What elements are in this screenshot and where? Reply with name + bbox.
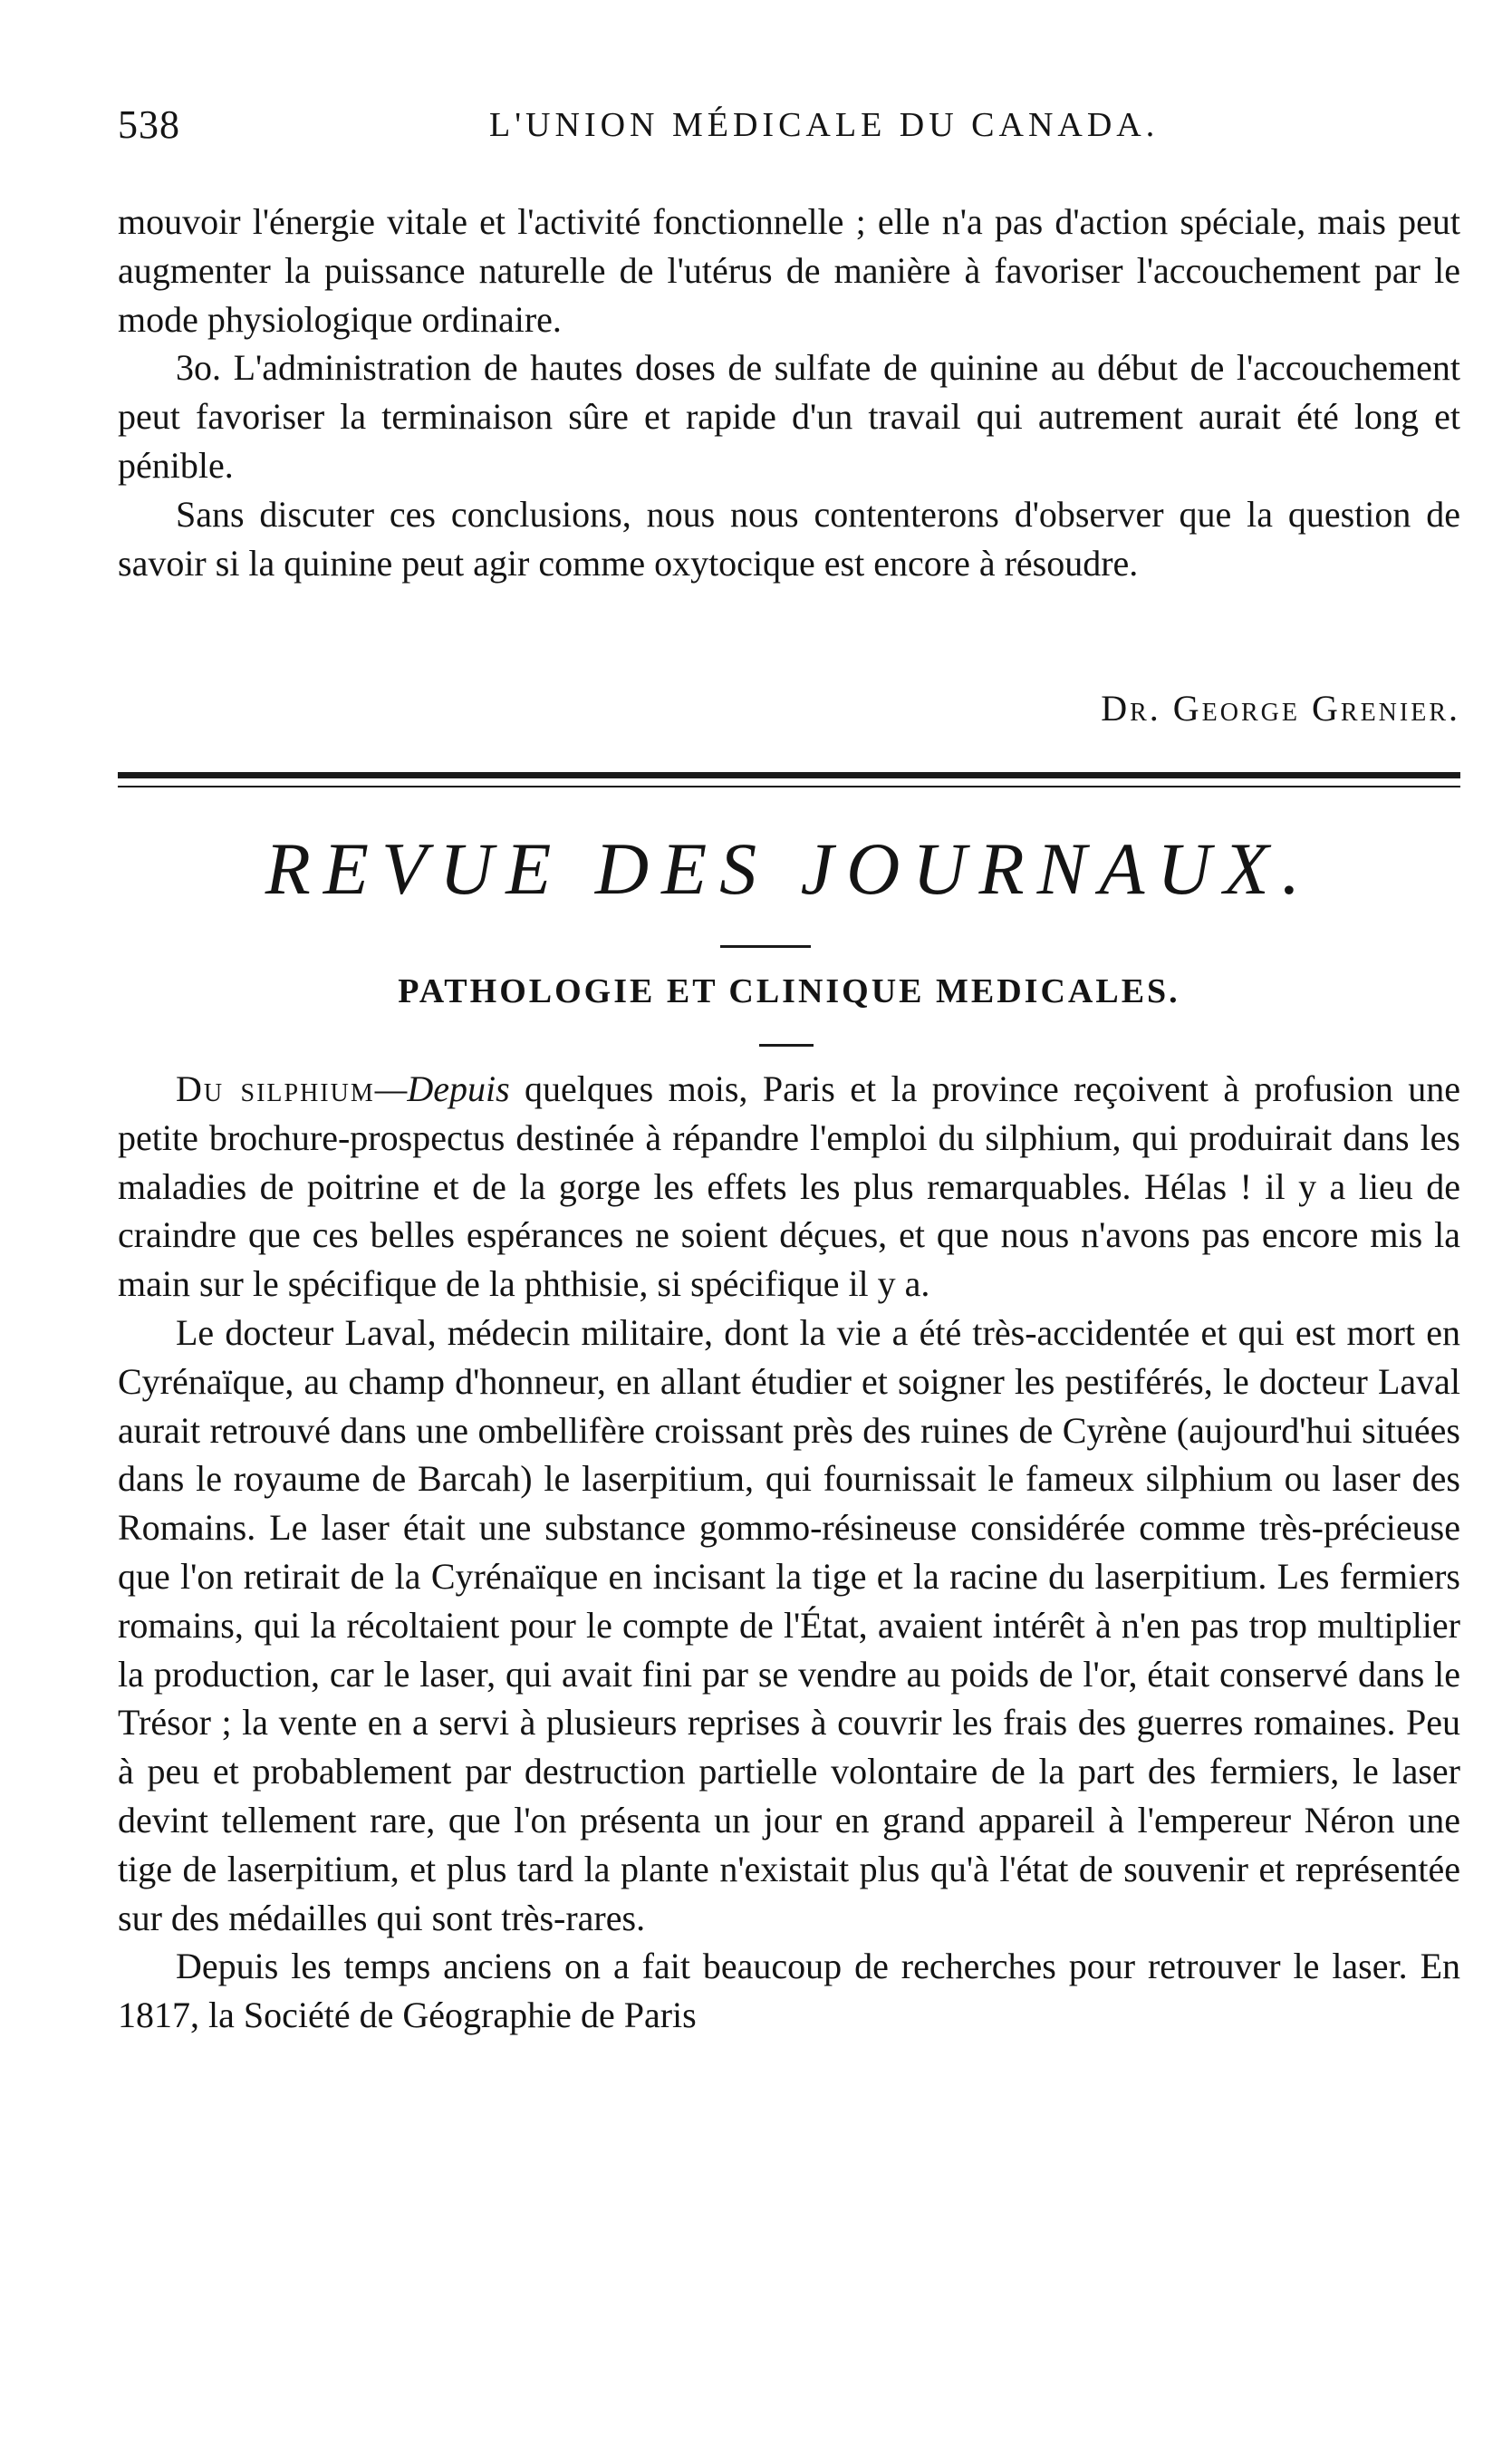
subsection-rule	[759, 1044, 814, 1047]
subsection-title: PATHOLOGIE ET CLINIQUE MEDICALES.	[398, 972, 1180, 1010]
author-signature: Dr. George Grenier.	[1101, 688, 1460, 729]
page-number: 538	[118, 102, 180, 147]
title-underline-rule	[720, 945, 811, 948]
paragraph-silphium-intro-text: quelques mois, Paris et la province reçoivent à profusion une petite brochure-prospectus destinée à répandre l'emploi du silphium, qui produirait dans les maladies de poitrine et de la gorge les effets les plus remarquables. Hélas ! il y a lieu de craindre que ces belles espérances ne soient déçues, et que nous n'avons pas encore mis la main sur le spécifique de la phthisie, si spécifique il y a.	[118, 1068, 1460, 1305]
paragraph-continuation: mouvoir l'énergie vitale et l'activité fonctionnelle ; elle n'a pas d'action spéciale, mais peut augmenter la puissance naturelle de l'utérus de manière à favoriser l'accouchement par le mode physiologique ordinaire.	[118, 201, 1460, 340]
paragraph-silphium-intro	[118, 1065, 1460, 1309]
paragraph-laser-search: Depuis les temps anciens on a fait beaucoup de recherches pour retrouver le laser. En 1817, la Société de Géographie de Paris	[118, 1946, 1460, 2036]
section-divider-thick	[118, 772, 1460, 778]
article-silphium	[118, 1065, 1460, 2040]
paragraph-conclusion-3: 3o. L'administration de hautes doses de sulfate de quinine au début de l'accouchement peut favoriser la terminaison sûre et rapide d'un travail qui autrement aurait été long et pénible.	[118, 347, 1460, 486]
paragraph-laval: Le docteur Laval, médecin militaire, dont la vie a été très-accidentée et qui est mort en Cyrénaïque, au champ d'honneur, en allant étudier et soigner les pestiférés, le docteur Laval aurait retrouvé dans une ombellifère croissant près des ruines de Cyrène (aujourd'hui situées dans le royaume de Barcah) le laserpitium, qui fournissait le fameux silphium ou laser des Romains. Le laser était une substance gommo-résineuse considérée comme très-précieuse que l'on retirait de la Cyrénaïque en incisant la tige et la racine du laserpitium. Les fermiers romains, qui la récoltaient pour le compte de l'État, avaient intérêt à n'en pas trop multiplier la production, car le laser, qui avait fini par se vendre au poids de l'or, était conservé dans le Trésor ; la vente en a servi à plusieurs reprises à couvrir les frais des guerres romaines. Peu à peu et probablement par destruction partielle volontaire de la part des fermiers, le laser devint tellement rare, que l'on présenta un jour en grand appareil à l'empereur Néron une tige de laserpitium, et plus tard la plante n'existait plus qu'à l'état de souvenir et représentée sur des médailles qui sont très-rares.	[118, 1311, 1460, 1938]
running-head	[118, 101, 1440, 156]
article-run-in-dash: —Depuis	[374, 1068, 510, 1109]
continued-article	[118, 198, 1460, 587]
section-divider-thin	[118, 786, 1460, 787]
paragraph-closing: Sans discuter ces conclusions, nous nous contenterons d'observer que la question de savoir si la quinine peut agir comme oxytocique est encore à résoudre.	[118, 493, 1460, 584]
article-run-in-title: Du silphium	[176, 1068, 375, 1109]
journal-title: L'UNION MÉDICALE DU CANADA.	[489, 106, 1160, 144]
section-title: REVUE DES JOURNAUX.	[265, 827, 1314, 910]
